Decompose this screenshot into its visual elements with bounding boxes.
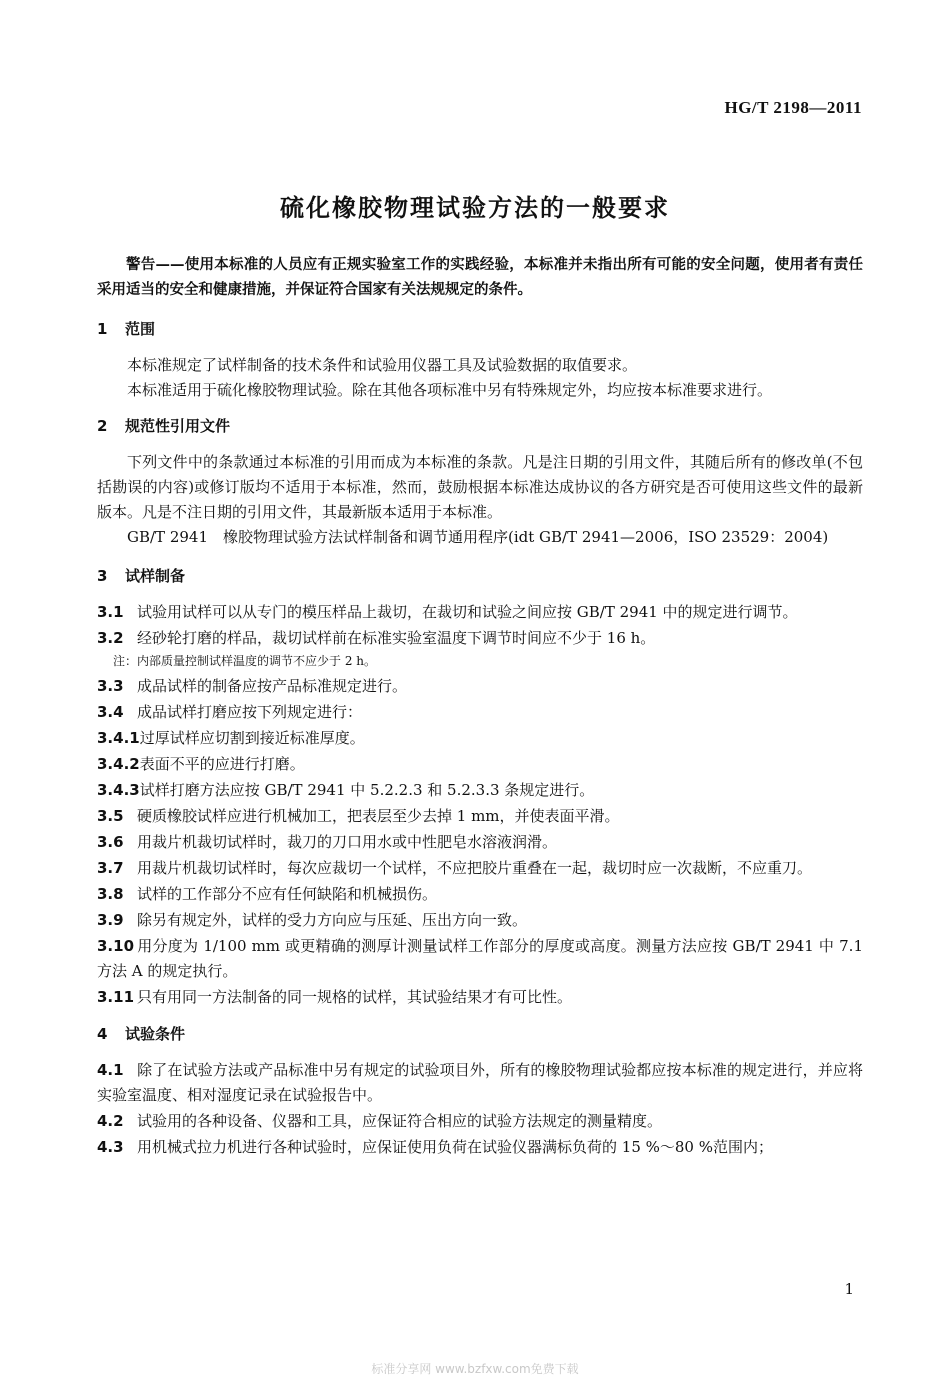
clause-3-7: 3.7 用裁片机裁切试样时，每次应裁切一个试样，不应把胶片重叠在一起，裁切时应一次裁断，不应重刀。 [97, 859, 813, 877]
warning-paragraph: 警告——使用本标准的人员应有正规实验室工作的实践经验，本标准并未指出所有可能的安全问题，使用者有责任采用适当的安全和健康措施，并保证符合国家有关法规规定的条件。 [97, 257, 863, 298]
normative-reference: GB/T 2941 橡胶物理试验方法试样制备和调节通用程序(idt GB/T 2941—2006，ISO 23529：2004) [127, 528, 829, 546]
clause-3-11: 3.11 只有用同一方法制备的同一规格的试样，其试验结果才有可比性。 [97, 988, 573, 1006]
section-number: 4 [97, 1025, 108, 1043]
clause-3-6: 3.6 用裁片机裁切试样时，裁刀的刀口用水或中性肥皂水溶液润滑。 [97, 833, 558, 851]
clause-4-1: 4.1 除了在试验方法或产品标准中另有规定的试验项目外，所有的橡胶物理试验都应按本标准的规定进行，并应将实验室温度、相对湿度记录在试验报告中。 [97, 1061, 863, 1104]
clause-3-4-2: 3.4.2表面不平的应进行打磨。 [97, 755, 305, 773]
clause-4-3: 4.3 用机械式拉力机进行各种试验时，应保证使用负荷在试验仪器满标负荷的 15 %～80 %范围内； [97, 1138, 773, 1156]
note: 注：内部质量控制试样温度的调节不应少于 2 h。 [113, 654, 376, 668]
section-heading-4 [97, 1022, 863, 1047]
section-number: 3 [97, 567, 108, 585]
section-heading-3 [97, 564, 863, 589]
section-number: 1 [97, 320, 108, 338]
clause-3-4-1: 3.4.1过厚试样应切割到接近标准厚度。 [97, 729, 365, 747]
standard-code: HG/T 2198—2011 [724, 98, 862, 117]
clause-3-5: 3.5 硬质橡胶试样应进行机械加工，把表层至少去掉 1 mm，并使表面平滑。 [97, 807, 620, 825]
watermark: 标准分享网 www.bzfxw.com免费下载 [371, 1362, 579, 1376]
paragraph: 本标准规定了试样制备的技术条件和试验用仪器工具及试验数据的取值要求。 [127, 356, 638, 374]
document-body [97, 253, 863, 1161]
clause-4-2: 4.2 试验用的各种设备、仪器和工具，应保证符合相应的试验方法规定的测量精度。 [97, 1112, 663, 1130]
section-title: 试样制备 [125, 567, 186, 585]
clause-3-8: 3.8 试样的工作部分不应有任何缺陷和机械损伤。 [97, 885, 438, 903]
section-title: 规范性引用文件 [125, 417, 231, 435]
section-title: 范围 [125, 320, 156, 338]
clause-3-4: 3.4 成品试样打磨应按下列规定进行： [97, 703, 363, 721]
paragraph: 本标准适用于硫化橡胶物理试验。除在其他各项标准中另有特殊规定外，均应按本标准要求进行。 [127, 381, 773, 399]
paragraph: 下列文件中的条款通过本标准的引用而成为本标准的条款。凡是注日期的引用文件，其随后所有的修改单(不包括勘误的内容)或修订版均不适用于本标准，然而，鼓励根据本标准达成协议的各方研究是否可使用这些文件的最新版本。凡是不注日期的引用文件，其最新版本适用于本标准。 [97, 453, 863, 521]
clause-3-9: 3.9 除另有规定外，试样的受力方向应与压延、压出方向一致。 [97, 911, 528, 929]
section-heading-2 [97, 414, 863, 439]
clause-3-2: 3.2 经砂轮打磨的样品，裁切试样前在标准实验室温度下调节时间应不少于 16 h。 [97, 629, 656, 647]
clause-3-10: 3.10 用分度为 1/100 mm 或更精确的测厚计测量试样工作部分的厚度或高度。测量方法应按 GB/T 2941 中 7.1 方法 A 的规定执行。 [97, 937, 863, 980]
section-heading-1 [97, 317, 863, 342]
section-title: 试验条件 [125, 1025, 186, 1043]
clause-3-4-3: 3.4.3试样打磨方法应按 GB/T 2941 中 5.2.2.3 和 5.2.3.3 条规定进行。 [97, 781, 595, 799]
clause-3-1: 3.1 试验用试样可以从专门的模压样品上裁切，在裁切和试验之间应按 GB/T 2941 中的规定进行调节。 [97, 603, 798, 621]
section-number: 2 [97, 417, 108, 435]
clause-3-3: 3.3 成品试样的制备应按产品标准规定进行。 [97, 677, 408, 695]
page-number: 1 [844, 1280, 854, 1298]
document-title: 硫化橡胶物理试验方法的一般要求 [280, 194, 670, 222]
